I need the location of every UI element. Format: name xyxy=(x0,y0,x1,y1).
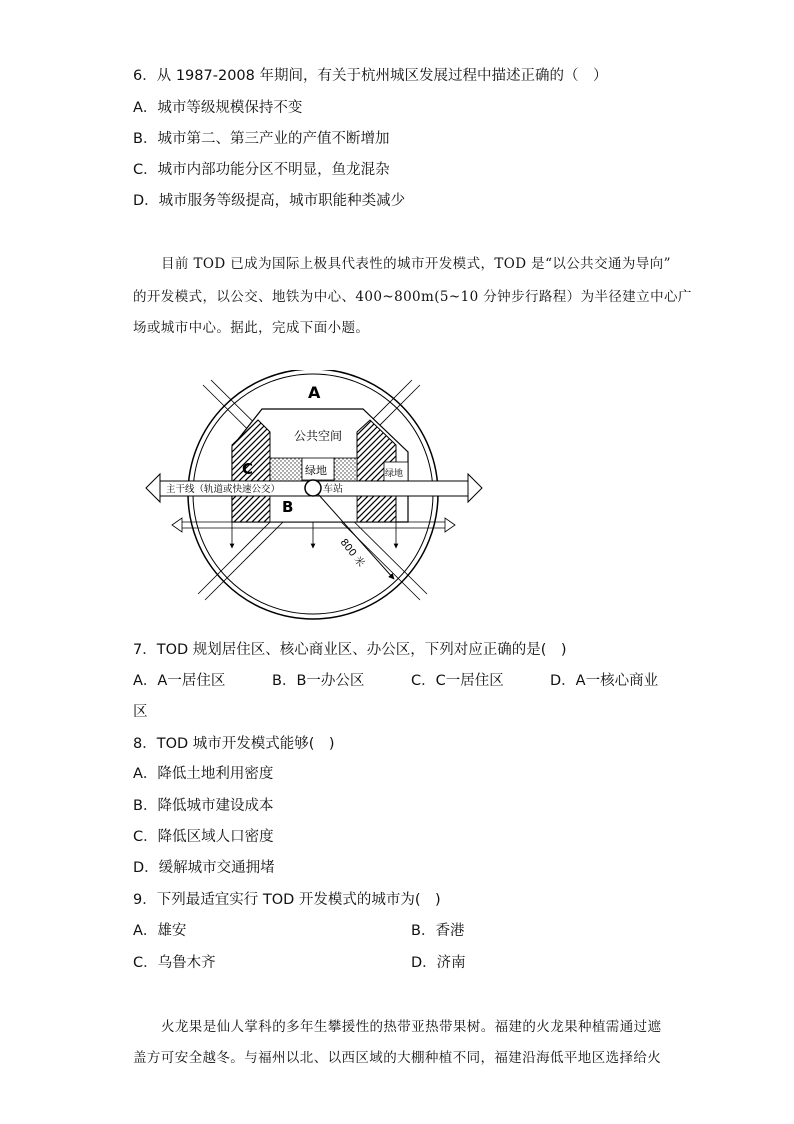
radius-label: 800 米 xyxy=(337,537,367,570)
passage1-line-1: 目前 TOD 已成为国际上极具代表性的城市开发模式，TOD 是“以公共交通为导向” xyxy=(161,256,671,272)
q8-option-d: D．缓解城市交通拥堵 xyxy=(133,860,275,876)
passage1-line-2: 的开发模式，以公交、地铁为中心、400~800m(5~10 分钟步行路程）为半径建立中心广 xyxy=(133,289,692,305)
zone-a-label: A xyxy=(308,383,321,402)
q7-option-c: C．C一居住区 xyxy=(411,673,504,689)
q6-option-a: A．城市等级规模保持不变 xyxy=(133,100,303,116)
q8-option-a: A．降低土地利用密度 xyxy=(133,766,274,782)
q6-option-c: C．城市内部功能分区不明显，鱼龙混杂 xyxy=(133,162,390,178)
q7-stem: 7．TOD 规划居住区、核心商业区、办公区，下列对应正确的是( ) xyxy=(133,642,567,658)
q9-option-c: C．乌鲁木齐 xyxy=(133,955,216,971)
green-right-label: 绿地 xyxy=(385,469,404,479)
q6-stem: 6．从 1987-2008 年期间，有关于杭州城区发展过程中描述正确的（ ） xyxy=(133,68,608,84)
green-center-label: 绿地 xyxy=(305,464,327,477)
q7-option-d: D．A一核心商业 xyxy=(550,673,659,689)
public-space-label: 公共空间 xyxy=(294,429,343,443)
passage1-line-3: 场或城市中心。据此，完成下面小题。 xyxy=(133,320,370,336)
q9-option-d: D．济南 xyxy=(411,955,466,971)
q9-option-b: B．香港 xyxy=(411,923,465,939)
q8-option-c: C．降低区域人口密度 xyxy=(133,829,274,845)
main-line-label: 主干线（轨道或快速公交） xyxy=(166,484,281,495)
q8-option-b: B．降低城市建设成本 xyxy=(133,798,274,814)
q9-stem: 9．下列最适宜实行 TOD 开发模式的城市为( ) xyxy=(133,892,441,908)
zone-c-label: C xyxy=(242,460,254,478)
q8-stem: 8．TOD 城市开发模式能够( ) xyxy=(133,736,335,752)
station-label: 车站 xyxy=(323,484,343,495)
q7-option-d-wrap: 区 xyxy=(133,704,148,720)
passage2-line-2: 盖方可安全越冬。与福州以北、以西区域的大棚种植不同，福建沿海低平地区选择给火 xyxy=(133,1050,662,1066)
q7-option-a: A．A一居住区 xyxy=(133,673,226,689)
q7-option-b: B．B一办公区 xyxy=(272,673,365,689)
q9-option-a: A．雄安 xyxy=(133,923,187,939)
tod-diagram xyxy=(0,370,794,630)
q6-option-b: B．城市第二、第三产业的产值不断增加 xyxy=(133,131,390,147)
passage2-line-1: 火龙果是仙人掌科的多年生攀援性的热带亚热带果树。福建的火龙果种植需通过遮 xyxy=(161,1019,662,1035)
zone-b-label: B xyxy=(282,498,294,516)
q6-option-d: D．城市服务等级提高，城市职能种类减少 xyxy=(133,193,406,209)
station-circle xyxy=(305,480,321,496)
